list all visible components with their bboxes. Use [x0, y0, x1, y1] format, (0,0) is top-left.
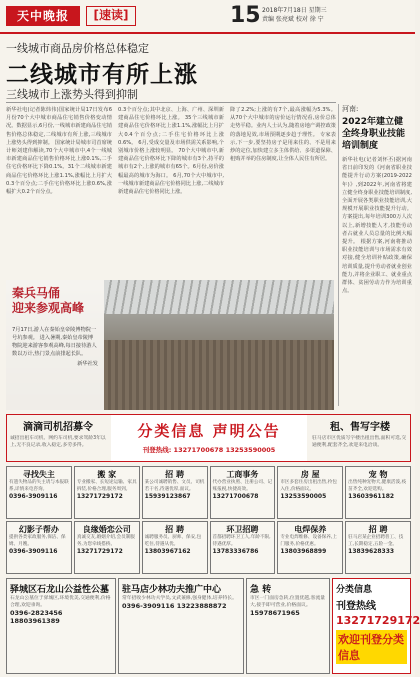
column-divider: [338, 104, 339, 406]
ad-text: 诚招出租车司机、网约车司机,要求驾龄3年以上,无不良记录,收入稳定,多劳多得。: [10, 436, 106, 448]
classified-ad: [345, 466, 411, 519]
terracotta-photo: [6, 280, 334, 410]
lead-column: 0.3个百分点;其中北京、上海、广州、深圳新建商品住宅价格环比上涨。 35个三线城市新建商品住宅价格环比上涨1.1%,涨幅比上月扩大0.4个百分点;二手住宅价格环比上涨0.6%。 6月,受成交量及市场供需关系影响,个别城市价格上涨较明显。 70个大中城市中,新建商品住宅价格环比下降的城市有3个,持平的城市有2个,上涨的城市有65个。6月份,房价涨幅最高的城市为海口。 6月,70个大中城市中,一线城市新建商品住宅价格同比上涨,二线城市新建商品住宅价格同比上涨。: [118, 107, 224, 196]
ad-title: 急 转: [250, 585, 272, 595]
classified-ad: [277, 521, 343, 574]
classified-section: [0, 414, 420, 677]
ad-phone: 0396-3909116: [9, 493, 58, 501]
lead-body: [6, 106, 336, 276]
photo-title: 迎来参观高峰: [12, 301, 85, 315]
ad-text: 代办营业执照、注册公司、记账报税,快捷高效。: [212, 480, 273, 492]
photo-caption-box: [6, 280, 104, 410]
ad-title: 房 屋: [300, 470, 320, 479]
ad-phone: 13803968899: [280, 548, 327, 556]
ad-text: 驻马店市区优质写字楼出租出售,面积可选,交通便利,配套齐全,欢迎来电洽谈。: [312, 436, 407, 448]
classified-banner: [111, 415, 307, 461]
photo-title: 秦兵马俑: [12, 286, 61, 300]
ad-title: 环卫招聘: [226, 525, 259, 534]
page-number: 15: [230, 3, 261, 28]
ad-text: 某公司诚聘销售、文员、司机若干名,待遇优厚,面议。: [144, 480, 205, 492]
classified-ad: [210, 466, 276, 519]
photo-roof: [104, 280, 334, 314]
ad-title: 搬 家: [97, 470, 117, 479]
section-badge: [速读]: [86, 6, 136, 26]
ad-title: 驻马店少林功夫推广中心: [122, 585, 222, 595]
promo-tel: 13271729172: [336, 614, 420, 627]
ad-title: 电焊保养: [294, 525, 327, 534]
ad-cemetery: [6, 578, 116, 674]
classified-ad: [6, 521, 72, 574]
ad-title: 招 聘: [165, 525, 184, 534]
ad-text: 诚聘服务员、厨师、保安,包吃住,待遇从优。: [144, 535, 202, 547]
ad-text: 首都招聘环卫工人,年龄不限,待遇优厚。: [212, 535, 271, 547]
photo-warriors: [104, 340, 334, 410]
ad-phone: 13603961182: [348, 493, 395, 501]
ad-phone: 0396-3909116 13223888872: [122, 602, 227, 610]
ad-transfer: [246, 578, 330, 674]
ad-text: 提供各类家政服务,保洁、保姆、月嫂。: [9, 535, 66, 547]
ad-title: 寻找失主: [22, 470, 55, 479]
promo-line: 分类信息: [336, 585, 373, 595]
divider: [6, 102, 336, 103]
lead-column: 新华社电(记者陈炜伟)国家统计局17日发布6月份70个大中城市商品住宅销售价格变动情况。数据显示,6月份,一线城市新建商品住宅销售价格总体稳定,二线城市有所上涨,三线城市上涨势头得到抑制。 国家统计局城市司首席统计师刘建伟解读,70个大中城市中,4个一线城市新建商品住宅销售价格环比上涨0.1%,二手住宅价格环比下降0.1%。31个二线城市新建商品住宅价格环比上涨1.1%,涨幅比上月扩大0.3个百分点;二手住宅价格环比上涨0.6%,涨幅扩大0.2个百分点。: [6, 107, 112, 196]
ad-text: 市区一门面房急转,位置优越,客流量大,接手即可营业,价格面议。: [250, 596, 326, 608]
lead-column: 降了2.2%;上涨的有7个,最高涨幅为5.3%。 从70个大中城市的房价运行情况看,房价总体走势平稳。业内人士认为,随着房地产调控政策的落地见效,市场预期逐步趋于理性。 专家表示,下一步,要坚持房子是用来住的、不是用来炒的定位,加快建立多主体供给、多渠道保障、租购并举的住房制度,让全体人民住有所居。: [230, 107, 336, 163]
classified-grid: [6, 466, 411, 574]
ad-title: 幻影子帮办: [18, 525, 59, 534]
lead-kicker: 一线城市商品房价格总体稳定: [6, 42, 149, 55]
ad-phone: 15978671965: [250, 609, 300, 617]
ad-office-rent: [309, 415, 411, 461]
classified-bottom-row: [6, 578, 420, 674]
ad-title: 租、售写字楼: [330, 422, 390, 433]
ad-text: 出售纯种宠物犬,健康活泼,疫苗齐全,欢迎选购。: [348, 480, 407, 492]
lead-headline: 二线城市有所上涨: [6, 62, 198, 88]
photo-credit: 新华社发: [77, 361, 98, 367]
classified-ad: [142, 466, 208, 519]
ad-phone: 0396-3909116: [9, 548, 58, 556]
classified-ad: [345, 521, 411, 574]
banner-tel: 刊登热线: 13271700678 13253590005: [142, 446, 276, 454]
classified-ad: [74, 466, 140, 519]
classified-ad: [210, 521, 276, 574]
sidebar-article: [342, 104, 412, 456]
ad-text: 市区多套住房出租出售,拎包入住,价格面议。: [280, 480, 337, 492]
ad-text: 真诚交友,婚姻介绍,会员制服务,为您牵线搭桥。: [76, 535, 135, 547]
classified-ad: [277, 466, 343, 519]
classified-ad: [142, 521, 208, 574]
lead-subhead: 三线城市上涨势头得到抑制: [6, 88, 138, 101]
ad-promo: [332, 578, 420, 674]
ad-phone: 13803967162: [144, 548, 191, 556]
sidebar-headline: 2022年建立健全终身职业技能培训制度: [342, 117, 406, 151]
ad-phone: 13271729172: [76, 493, 123, 501]
classified-ad: [74, 521, 140, 574]
ad-title: 招 聘: [165, 470, 184, 479]
masthead: [0, 0, 415, 34]
promo-line: 刊登热线: [336, 601, 376, 612]
ad-phone: 13839628333: [348, 548, 395, 556]
ad-text: 专业搬家、长短途运输、家具拆装,价格合理,服务周到。: [76, 480, 137, 492]
ad-kungfu: [118, 578, 244, 674]
ad-phone: 13271700678: [212, 493, 259, 501]
ad-phone: 15939123867: [144, 493, 191, 501]
ad-phone: 13783336786: [212, 548, 259, 556]
ad-title: 驿城区石龙山公益性公墓: [10, 585, 110, 595]
photo-caption: 7月17日,游人在秦始皇帝陵博物院一号坑参观。 进入暑期,秦始皇帝陵博物院迎来游客参观高峰,每日接待游人数以万计,热门景点前排起长队。: [12, 327, 97, 357]
date-line: 2018年7月18日 星期三: [262, 7, 327, 14]
ad-text: 常年招收少林功夫学员,文武兼修,强身健体,培养特长。: [122, 596, 237, 601]
ad-phone: 0396-2823456 18803961389: [10, 609, 63, 625]
newspaper-logo: 天中晚报: [6, 6, 80, 26]
ad-phone: 13271729172: [76, 548, 123, 556]
classified-ad: [6, 466, 72, 519]
ad-title: 招 聘: [368, 525, 388, 534]
sidebar-kicker: 河南:: [342, 105, 359, 113]
ad-phone: 13253590005: [280, 493, 327, 501]
ad-driver-recruit: [7, 415, 109, 461]
date-block: [262, 6, 412, 24]
ad-text: 驻马店某企业招聘普工、技工,长期稳定,五险一金。: [348, 535, 404, 547]
ad-title: 宠 物: [368, 470, 388, 479]
ad-title: 良缘婚恋公司: [82, 525, 131, 534]
ad-title: 工商事务: [226, 470, 259, 479]
banner-title: 分类信息 声明公告: [137, 422, 281, 440]
classified-header: [6, 414, 411, 462]
ad-text: 专业电焊维修、设备保养,上门服务,价格优惠。: [280, 535, 337, 547]
ad-title: 滴滴司机招募令: [23, 422, 93, 433]
editor-line: 责编 张亮斌 校对 徐 宁: [262, 16, 324, 23]
promo-welcome: 欢迎刊登分类信息: [336, 630, 407, 664]
ad-text: 石龙山公墓位于驿城区,环境优美,交通便利,价格合理,欢迎垂询。: [10, 596, 111, 608]
ad-text: 有遗失物品的失主请与本报联系,详情来电咨询。: [9, 480, 69, 492]
sidebar-body: 新华社电(记者刘怀丕)据河南省日前印发的《河南省职业技能提升行动方案(2019-2022年)》,到2022年,河南省将建立健全终身职业技能培训制度,全面开展各类职业技能培训,大规模开展职业技能提升行动。方案提出,每年培训300万人次以上,新增技能人才,技能劳动者占就业人员总量的比例大幅提升。 根据方案,河南将推动职业技能培训与市场需求有效对接,健全培训补贴政策,确保培训质量,提升劳动者就业创业能力,并将企业职工、就业重点群体、贫困劳动力作为培训重点。: [342, 157, 412, 295]
